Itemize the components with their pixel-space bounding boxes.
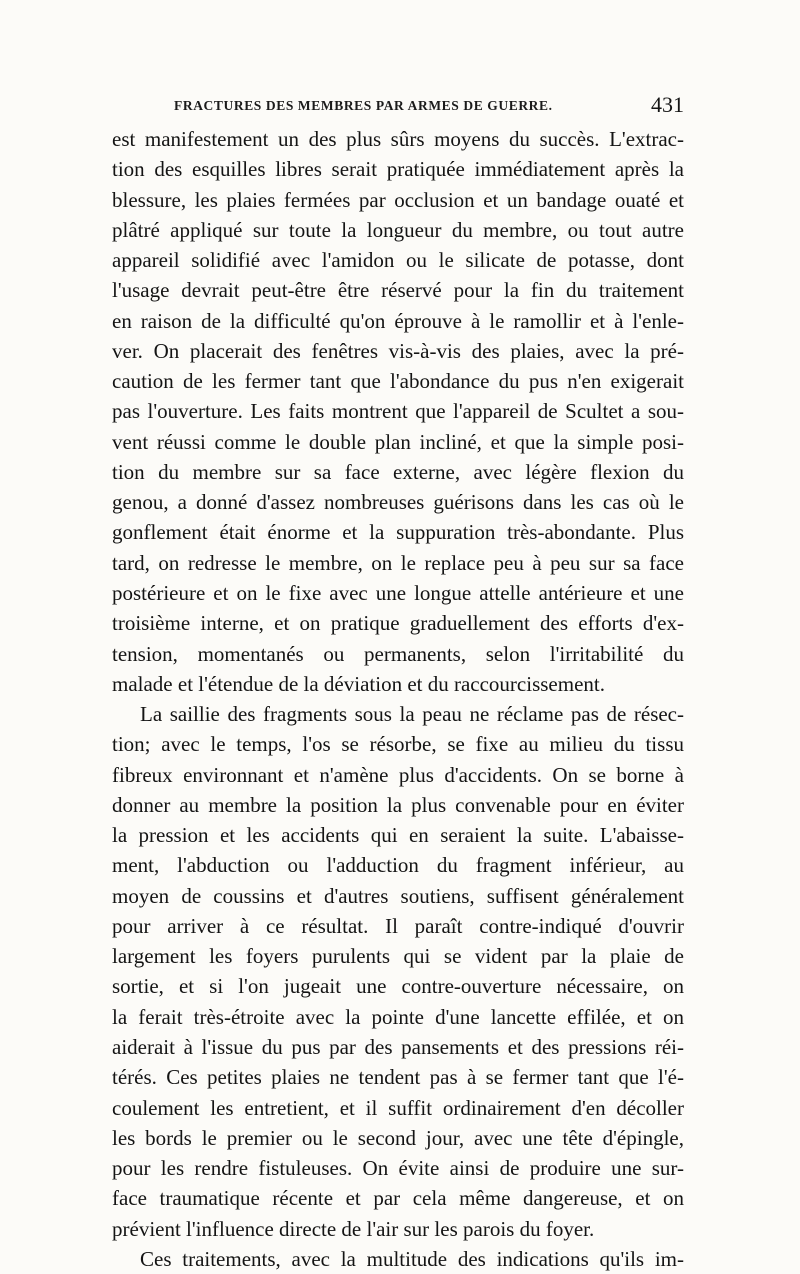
text-line: postérieure et on le fixe avec une longue attelle antérieure et une (112, 580, 684, 605)
text-line: donner au membre la position la plus convenable pour en éviter (112, 792, 684, 817)
text-line: caution de les fermer tant que l'abondance du pus n'en exigerait (112, 369, 684, 394)
text-line: ver. On placerait des fenêtres vis-à-vis des plaies, avec la pré- (112, 338, 684, 363)
text-line: gonflement était énorme et la suppuration très-abondante. Plus (112, 520, 684, 545)
text-line: est manifestement un des plus sûrs moyens du succès. L'extrac- (112, 127, 684, 151)
text-line: largement les foyers purulents qui se vident par la plaie de (112, 944, 684, 969)
running-title: FRACTURES DES MEMBRES PAR ARMES DE GUERRE. (174, 98, 553, 113)
body-text (112, 124, 684, 1274)
text-line: genou, a donné d'assez nombreuses guérisons dans les cas où le (112, 490, 684, 515)
text-line: les bords le premier ou le second jour, avec une tête d'épingle, (112, 1125, 684, 1150)
text-line: blessure, les plaies fermées par occlusion et un bandage ouaté et (112, 187, 684, 212)
text-line: pas l'ouverture. Les faits montrent que l'appareil de Scultet a sou- (112, 399, 684, 424)
text-line: tion du membre sur sa face externe, avec légère flexion du (112, 459, 684, 484)
text-line: moyen de coussins et d'autres soutiens, suffisent généralement (112, 883, 684, 908)
text-line: sortie, et si l'on jugeait une contre-ouverture nécessaire, on (112, 974, 684, 999)
paragraph-start-line: Ces traitements, avec la multitude des indications qu'ils im- (140, 1246, 684, 1271)
text-line: pour arriver à ce résultat. Il paraît contre-indiqué d'ouvrir (112, 913, 684, 938)
page-number: 431 (651, 92, 684, 117)
text-line: coulement les entretient, et il suffit ordinairement d'en décoller (112, 1095, 684, 1120)
text-line: tard, on redresse le membre, on le replace peu à peu sur sa face (112, 550, 684, 575)
text-line: la ferait très-étroite avec la pointe d'une lancette effilée, et on (112, 1004, 684, 1029)
text-line: ment, l'abduction ou l'adduction du fragment inférieur, au (112, 853, 684, 878)
text-line: troisième interne, et on pratique graduellement des efforts d'ex- (112, 611, 684, 636)
text-line: l'usage devrait peut-être être réservé pour la fin du traitement (112, 278, 684, 303)
paragraph-end-line: prévient l'influence directe de l'air sur les parois du foyer. (112, 1216, 595, 1241)
text-line: fibreux environnant et n'amène plus d'accidents. On se borne à (112, 762, 684, 787)
text-line: vent réussi comme le double plan incliné, et que la simple posi- (112, 429, 684, 454)
text-line: térés. Ces petites plaies ne tendent pas à se fermer tant que l'é- (112, 1065, 684, 1090)
page-header (112, 94, 684, 120)
text-line: la pression et les accidents qui en seraient la suite. L'abaisse- (112, 823, 684, 848)
text-line: tion des esquilles libres serait pratiquée immédiatement après la (112, 157, 684, 182)
text-line: face traumatique récente et par cela même dangereuse, et on (112, 1186, 684, 1211)
text-line: aiderait à l'issue du pus par des pansements et des pressions réi- (112, 1034, 684, 1059)
text-line: en raison de la difficulté qu'on éprouve à le ramollir et à l'enle- (112, 308, 684, 333)
text-line: plâtré appliqué sur toute la longueur du membre, ou tout autre (112, 217, 684, 242)
paragraph-end-line: malade et l'étendue de la déviation et du raccourcissement. (112, 671, 605, 696)
text-line: tion; avec le temps, l'os se résorbe, se fixe au milieu du tissu (112, 732, 684, 757)
paragraph-start-line: La saillie des fragments sous la peau ne réclame pas de résec- (140, 702, 684, 727)
text-line: pour les rendre fistuleuses. On évite ainsi de produire une sur- (112, 1156, 684, 1181)
text-line: tension, momentanés ou permanents, selon l'irritabilité du (112, 641, 684, 666)
text-line: appareil solidifié avec l'amidon ou le silicate de potasse, dont (112, 248, 684, 273)
